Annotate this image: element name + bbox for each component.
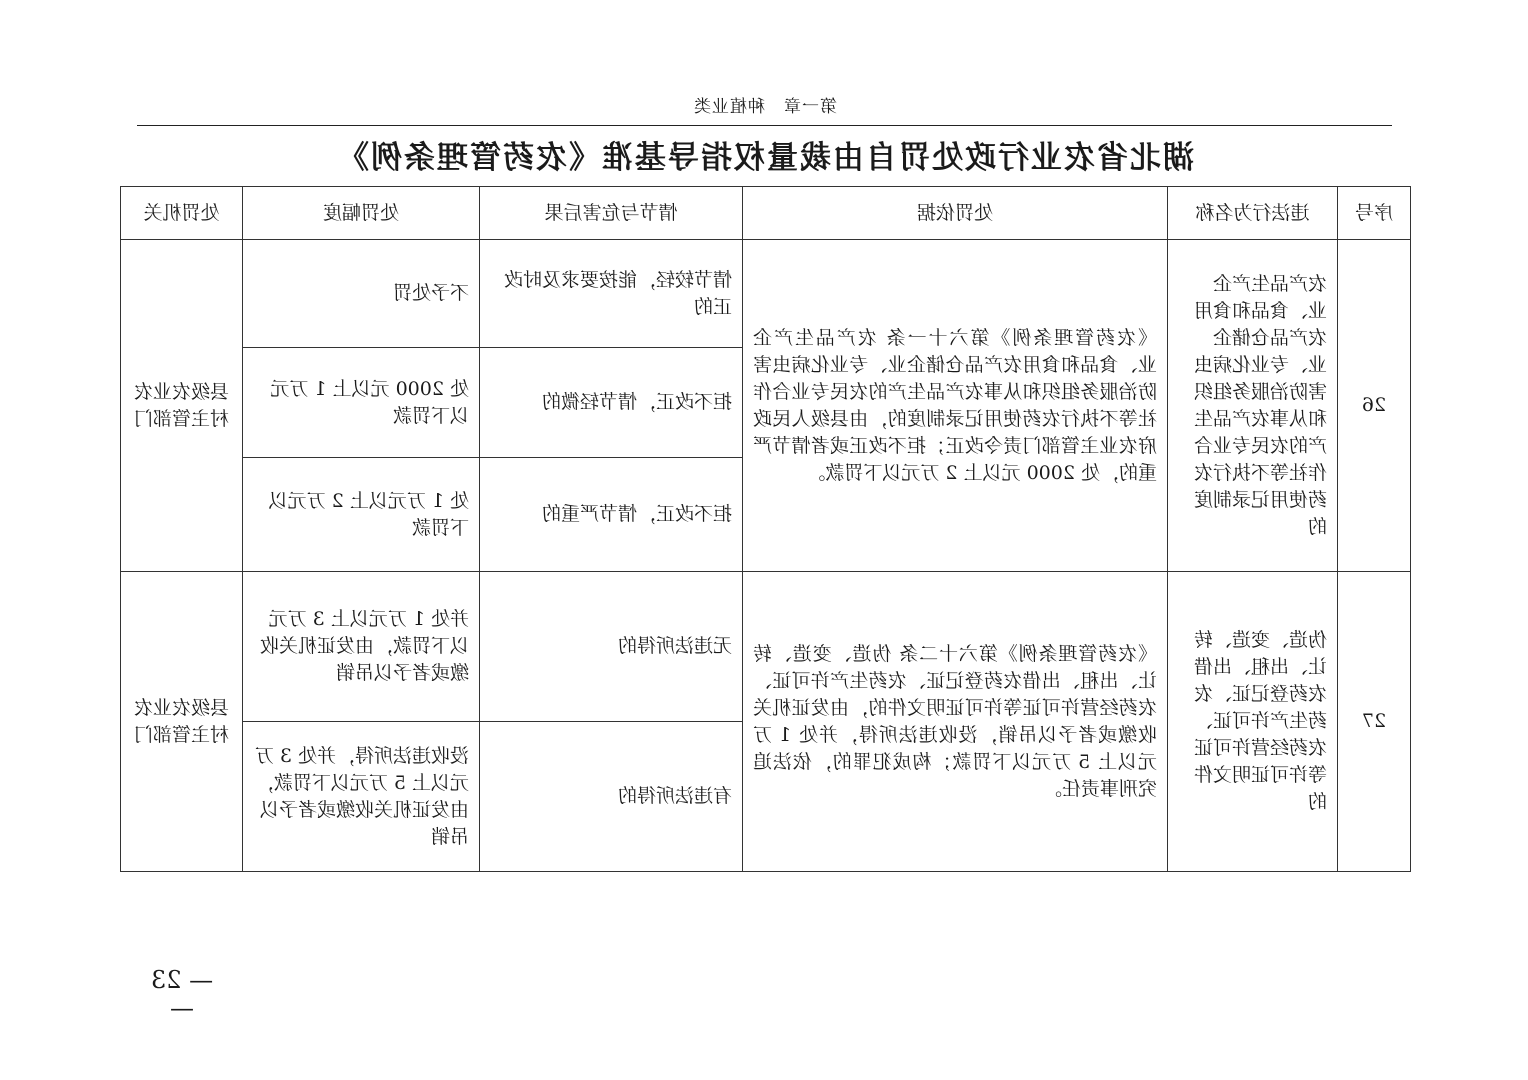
row-seq: 26 <box>1338 240 1411 572</box>
row-penalty: 处 2000 元以上 1 万元以下罚款 <box>243 348 480 458</box>
row-violation: 农产品生产企业、食品和食用农产品仓储企业、专业化病虫害防治服务组织和从事农产品生产的农民专业合作社等不执行农药使用记录制度的 <box>1168 240 1338 572</box>
table-row <box>121 240 1411 348</box>
page-number: — 23 — <box>150 966 214 1022</box>
col-header-authority: 处罚机关 <box>121 187 243 240</box>
row-circumstance: 拒不改正，情节轻微的 <box>480 348 743 458</box>
col-header-circumstance: 情节与危害后果 <box>480 187 743 240</box>
document-title: 湖北省农业行政处罚自由裁量权指导基准《农药管理条例》 <box>336 140 1194 176</box>
table-header-row <box>121 187 1411 240</box>
row-circumstance: 无违法所得的 <box>480 572 743 722</box>
col-header-penalty: 处罚幅度 <box>243 187 480 240</box>
row-authority: 县级农业农村主管部门 <box>121 240 243 572</box>
row-basis: 《农药管理条例》第六十一条 农产品生产企业、食品和食用农产品仓储企业、专业化病虫害防治服务组织和从事农产品生产的农民专业合作社等不执行农药使用记录制度的，由县级人民政府农业主管部门责令改正；拒不改正或者情节严重的，处 2000 元以上 2 万元以下罚款。 <box>743 240 1168 572</box>
row-penalty: 不予处罚 <box>243 240 480 348</box>
row-seq: 27 <box>1338 572 1411 872</box>
chapter-header: 第一章 种植业类 <box>693 97 837 117</box>
row-penalty: 没收违法所得，并处 3 万元以上 5 万元以下罚款，由发证机关收缴或者予以吊销 <box>243 722 480 872</box>
row-circumstance: 拒不改正，情节严重的 <box>480 458 743 572</box>
col-header-basis: 处罚依据 <box>743 187 1168 240</box>
row-authority: 县级农业农村主管部门 <box>121 572 243 872</box>
row-penalty: 处 1 万元以上 2 万元以下罚款 <box>243 458 480 572</box>
col-header-seq: 序号 <box>1338 187 1411 240</box>
row-circumstance: 情节较轻，能按要求及时改正的 <box>480 240 743 348</box>
row-penalty: 并处 1 万元以上 3 万元以下罚款，由发证机关收缴或者予以吊销 <box>243 572 480 722</box>
row-violation: 伪造、变造、转让、出租、出借农药登记证、农药生产许可证、农药经营许可证等许可证明文件的 <box>1168 572 1338 872</box>
row-basis: 《农药管理条例》第六十二条 伪造、变造、转让、出租、出借农药登记证、农药生产许可证、农药经营许可证等许可证明文件的，由发证机关收缴或者予以吊销，没收违法所得，并处 1 万元以上 5 万元以下罚款；构成犯罪的，依法追究刑事责任。 <box>743 572 1168 872</box>
table-row <box>121 572 1411 722</box>
row-circumstance: 有违法所得的 <box>480 722 743 872</box>
header-rule <box>137 125 1392 126</box>
penalty-table <box>120 186 1411 872</box>
col-header-violation: 违法行为名称 <box>1168 187 1338 240</box>
